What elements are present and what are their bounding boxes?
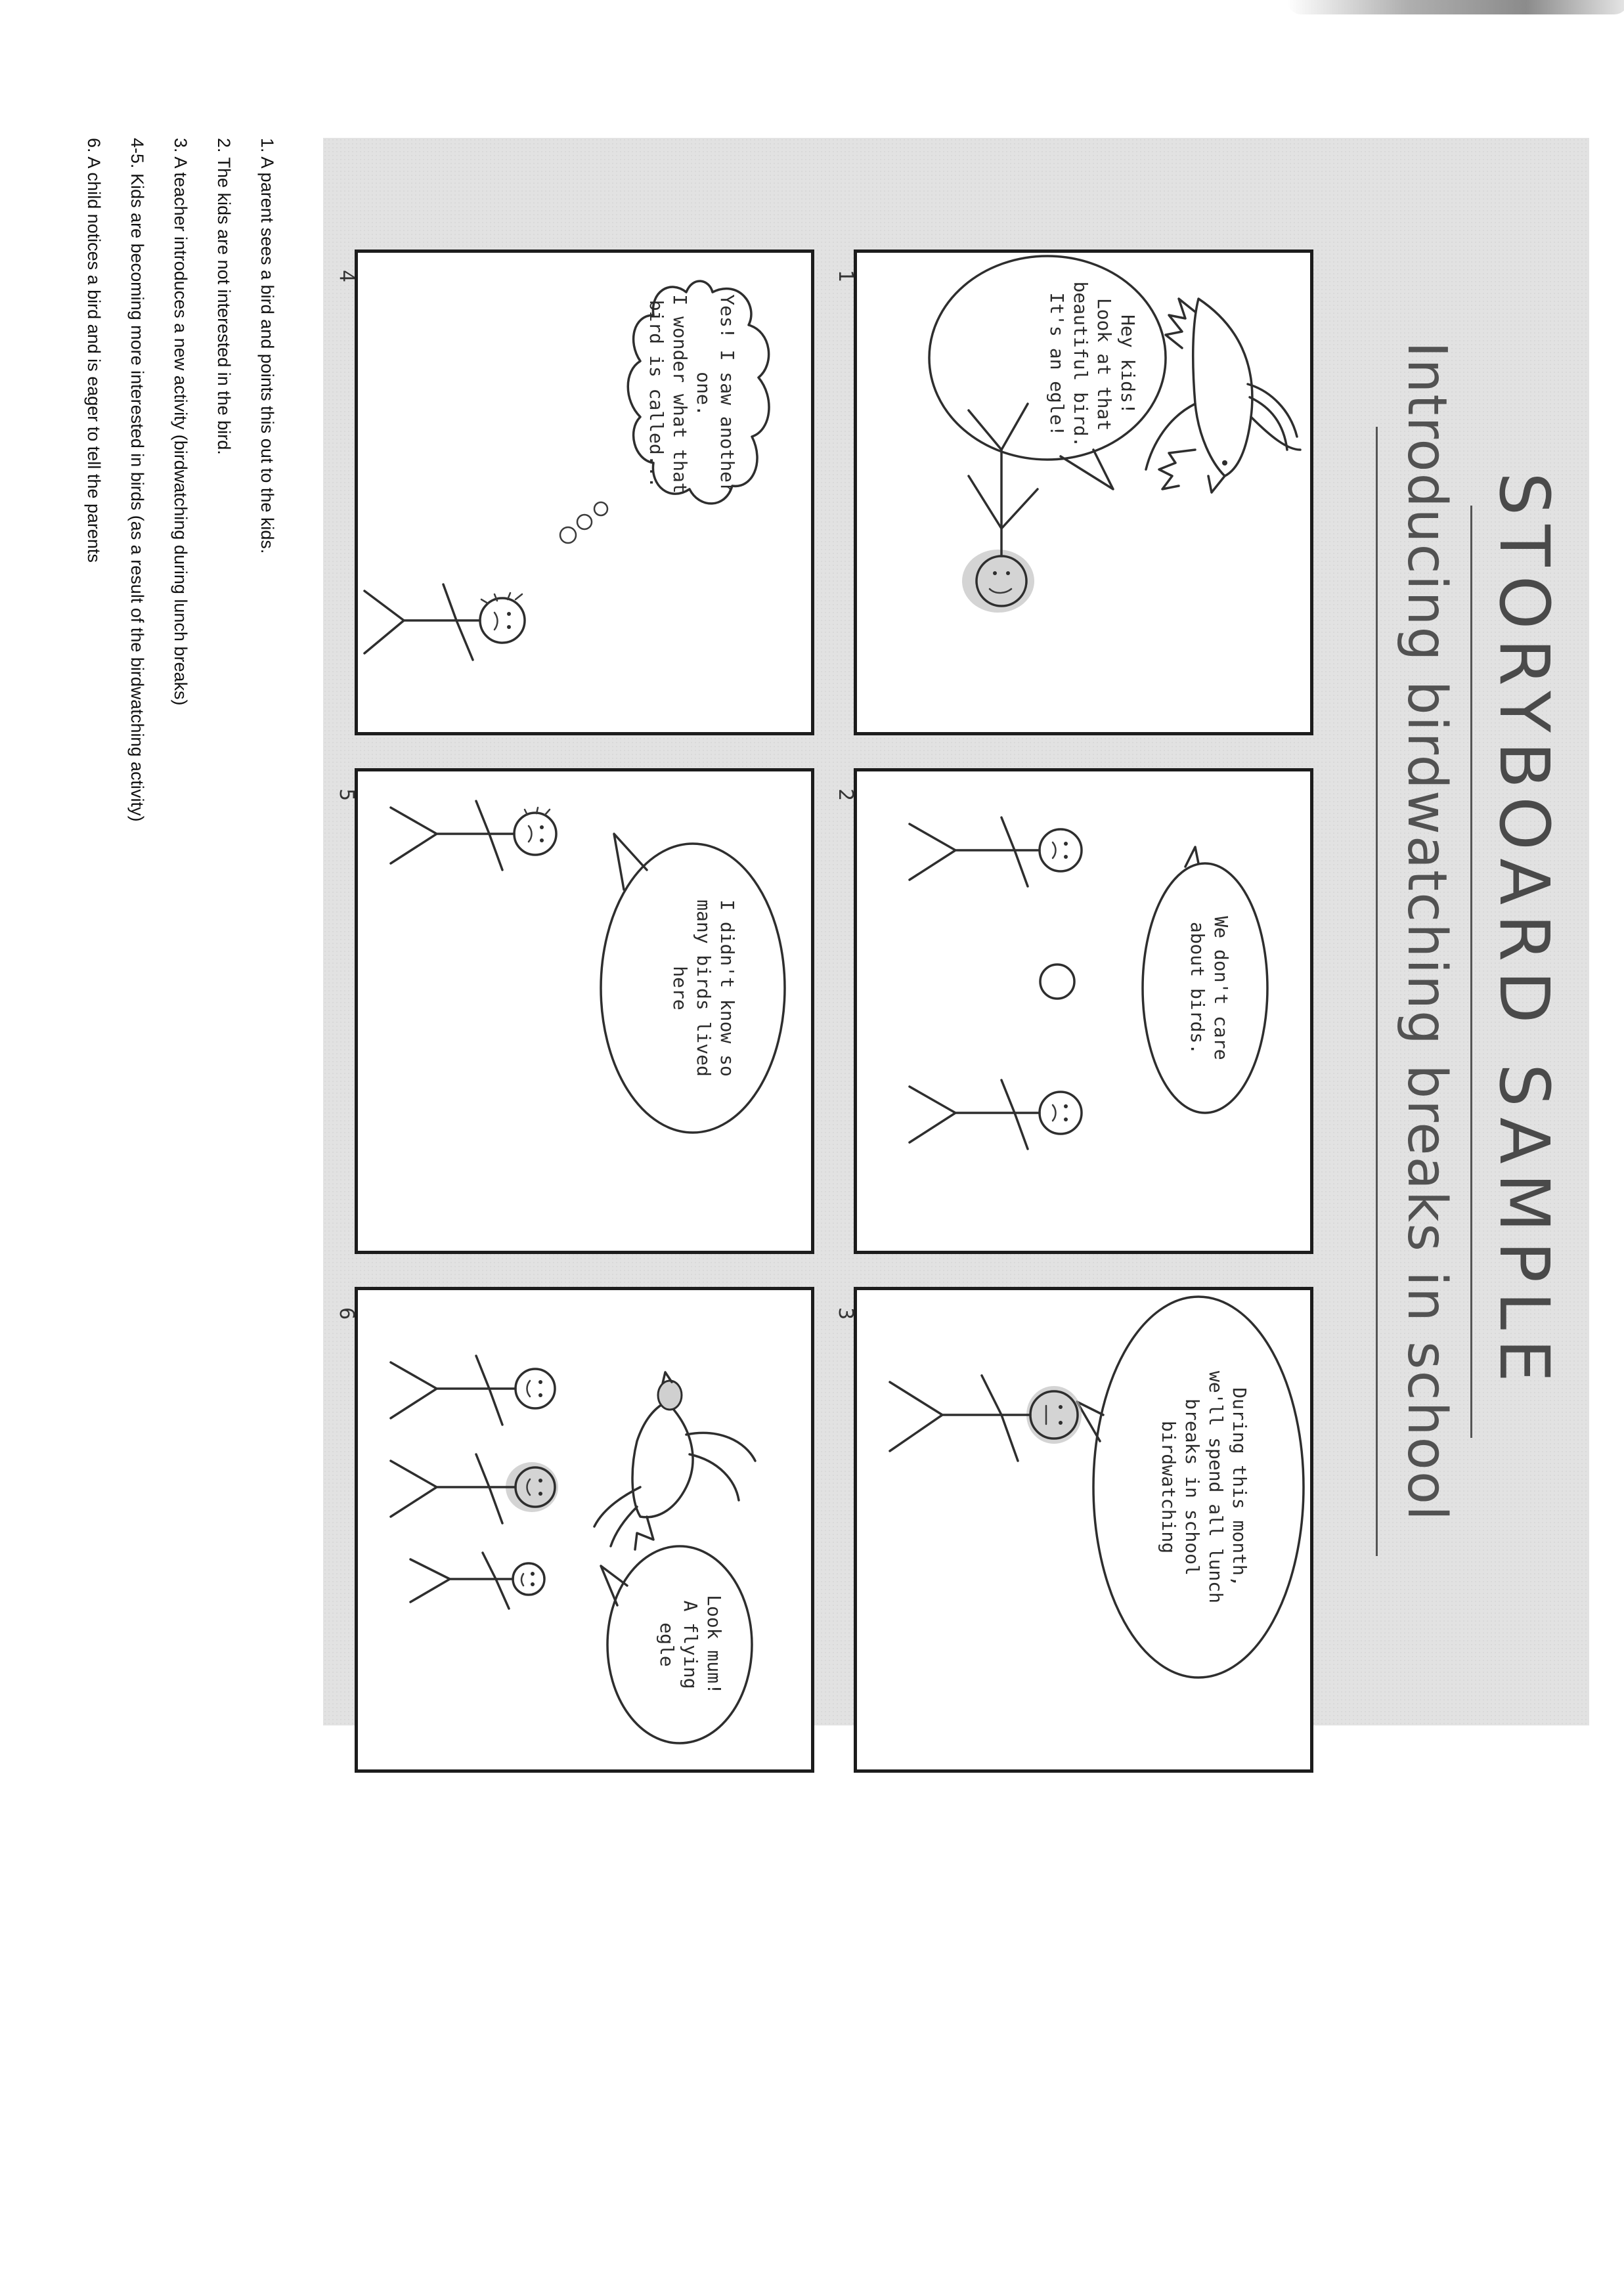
panel-4 [335,249,814,735]
caption-item: 6. A child notices a bird and is eager to tell the parents [84,138,104,563]
flying-eagle-drawing [594,1372,755,1549]
panel-1 [834,249,1313,735]
storyboard-subtitle: Introducing birdwatching breaks in school [1395,341,1458,1522]
panel-4-number: 4 [335,270,358,283]
child-figure-6 [410,1553,544,1609]
panel-2-speech: We don't care about birds. [1187,916,1232,1060]
caption-item: 4-5. Kids are becoming more interested in birds (as a result of the birdwatching activity) [127,138,147,822]
caption-item: 1. A parent sees a bird and points this out to the kids. [257,138,277,554]
storyboard-rotated-content [323,138,1589,1725]
panel-2-drawing [857,771,1310,1251]
parent-figure [962,404,1038,613]
scan-shadow [1287,0,1624,14]
panel-6-speech: Look mum! A flying egle [656,1595,725,1695]
panel-2 [834,768,1313,1254]
panel-4-drawing [358,253,811,732]
panel-1-speech: Hey kids! Look at that beautiful bird. It's an egle! [1046,281,1139,448]
panel-6 [335,1287,814,1773]
title-underline [1470,506,1472,1438]
ball-drawing [1040,964,1074,999]
panel-3-speech: During this month, we'll spend all lunch breaks in school birdwatching [1158,1370,1250,1603]
caption-list [0,138,289,822]
panel-2-number: 2 [834,789,857,802]
panel-5-drawing [358,771,811,1251]
panel-3-number: 3 [834,1307,857,1320]
panel-6-drawing [358,1290,811,1769]
caption-item: 2. The kids are not interested in the bird. [214,138,234,455]
eagle-drawing [1146,299,1300,492]
child-figure-5 [391,801,556,870]
caption-item: 3. A teacher introduces a new activity (birdwatching during lunch breaks) [171,138,190,706]
panel-5-speech: I didn't know so many birds lived here [669,899,738,1077]
subtitle-underline [1376,427,1378,1556]
parent-figure-left [391,1356,555,1425]
panel-6-number: 6 [335,1307,358,1320]
kid-figure-left [910,817,1082,886]
storyboard-sheet [323,138,1589,1725]
panel-3 [834,1287,1313,1773]
panel-1-number: 1 [834,270,857,283]
panel-5 [335,768,814,1254]
kid-figure-right [910,1080,1082,1149]
storyboard-title: STORYBOARD SAMPLE [1484,472,1564,1391]
parent-figure-middle [391,1454,558,1523]
child-figure-4 [364,584,525,660]
teacher-figure [890,1375,1082,1461]
panel-5-number: 5 [335,789,358,802]
panel-4-speech: Yes! I saw another one. I wonder what that bird is called... [646,294,738,494]
